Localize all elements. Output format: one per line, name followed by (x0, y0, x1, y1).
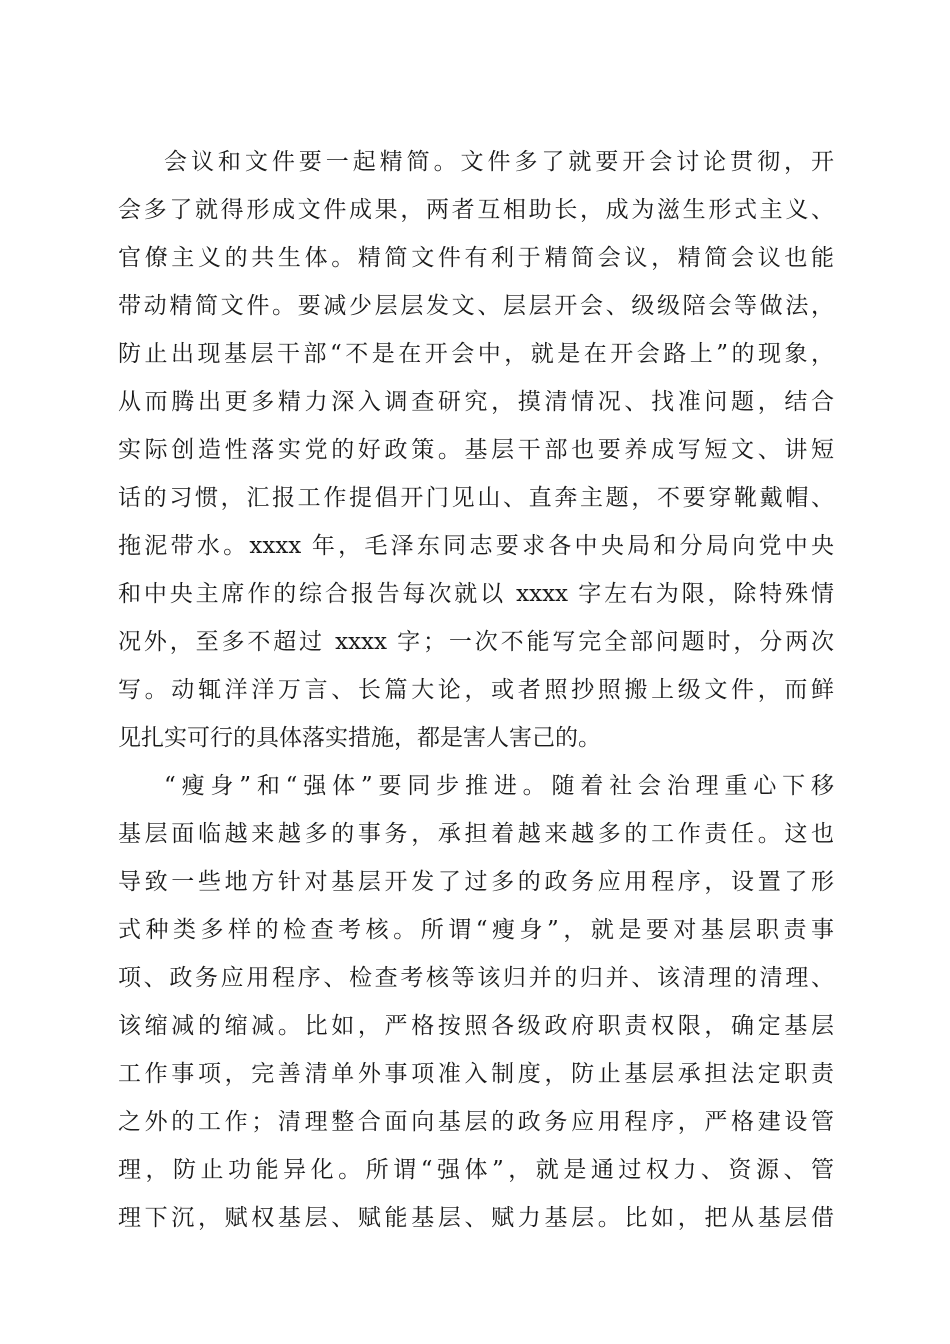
text-line: 见扎实可行的具体落实措施，都是害人害己的。 (118, 725, 601, 751)
text-line: 话的习惯，汇报工作提倡开门见山、直奔主题，不要穿靴戴帽、 (118, 485, 834, 511)
text-line: 从而腾出更多精力深入调查研究，摸清情况、找准问题，结合 (118, 389, 834, 415)
text-line: 之外的工作；清理整合面向基层的政务应用程序，严格建设管 (118, 1109, 834, 1135)
text-line: 带动精简文件。要减少层层发文、层层开会、级级陪会等做法， (118, 293, 834, 319)
text-line: 和中央主席作的综合报告每次就以 xxxx 字左右为限，除特殊情 (118, 581, 834, 607)
text-line: 理下沉，赋权基层、赋能基层、赋力基层。比如，把从基层借 (118, 1205, 834, 1231)
text-line: 防止出现基层干部“不是在开会中，就是在开会路上”的现象， (118, 341, 834, 367)
text-line: 实际创造性落实党的好政策。基层干部也要养成写短文、讲短 (118, 437, 834, 463)
document-body (118, 138, 834, 1242)
text-line: 官僚主义的共生体。精简文件有利于精简会议，精简会议也能 (118, 245, 834, 271)
text-line: 况外，至多不超过 xxxx 字；一次不能写完全部问题时，分两次 (118, 629, 834, 655)
text-line: 项、政务应用程序、检查考核等该归并的归并、该清理的清理、 (118, 965, 834, 991)
text-line: 基层面临越来越多的事务，承担着越来越多的工作责任。这也 (118, 821, 834, 847)
text-line: 工作事项，完善清单外事项准入制度，防止基层承担法定职责 (118, 1061, 834, 1087)
text-line: “瘦身”和“强体”要同步推进。随着社会治理重心下移 (164, 773, 834, 799)
text-line: 理，防止功能异化。所谓“强体”，就是通过权力、资源、管 (118, 1157, 834, 1183)
text-line: 写。动辄洋洋万言、长篇大论，或者照抄照搬上级文件，而鲜 (118, 677, 834, 703)
text-line: 会议和文件要一起精简。文件多了就要开会讨论贯彻，开 (164, 149, 834, 175)
paragraph-meetings-and-documents (118, 138, 834, 762)
paragraph-slimming-and-strengthening (118, 762, 834, 1242)
text-line: 导致一些地方针对基层开发了过多的政务应用程序，设置了形 (118, 869, 834, 895)
text-line: 拖泥带水。xxxx 年，毛泽东同志要求各中央局和分局向党中央 (118, 533, 834, 559)
text-line: 式种类多样的检查考核。所谓“瘦身”，就是要对基层职责事 (118, 917, 834, 943)
text-line: 该缩减的缩减。比如，严格按照各级政府职责权限，确定基层 (118, 1013, 834, 1039)
text-line: 会多了就得形成文件成果，两者互相助长，成为滋生形式主义、 (118, 197, 834, 223)
